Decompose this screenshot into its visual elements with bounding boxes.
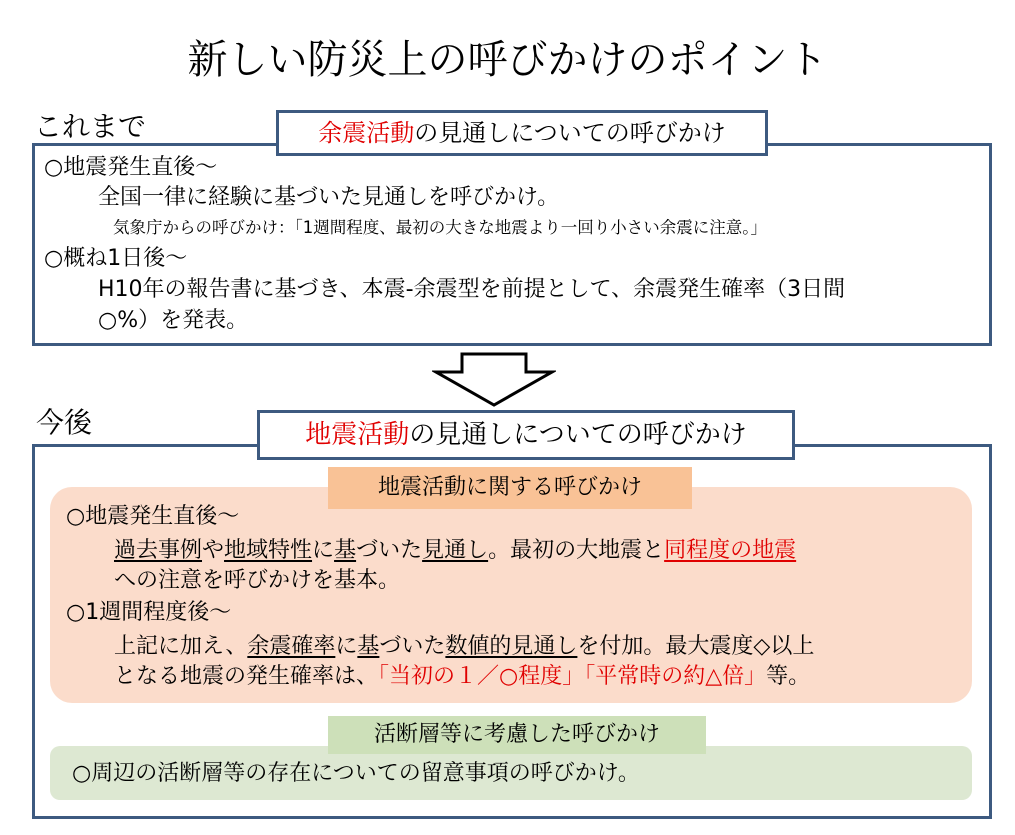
activity-item2-heading: ○1週間程度後～: [66, 600, 232, 625]
underline-text: 数値的見通し: [445, 634, 578, 659]
faults-label: 活断層等に考慮した呼びかけ: [328, 716, 706, 754]
text-span: や: [202, 538, 225, 563]
underline-text: 見通し: [422, 538, 489, 563]
text-span: に: [312, 538, 335, 563]
text-span: に: [335, 634, 358, 659]
highlight-text: 同程度の地震: [664, 538, 797, 563]
text-span: づいた: [356, 538, 423, 563]
underline-text: 余震確率: [247, 634, 336, 659]
before-item2-text-line1: H10年の報告書に基づき、本震-余震型を前提として、余震発生確率（3日間: [98, 277, 846, 302]
text-span: を付加。最大震度◇以上: [577, 634, 815, 659]
text-span: づいた: [379, 634, 446, 659]
underline-text: 基: [357, 634, 380, 659]
text-span: 上記に加え、: [114, 634, 248, 659]
before-item2-heading: ○概ね1日後～: [44, 246, 188, 271]
text-span: となる地震の発生確率は、: [114, 664, 379, 689]
activity-item2-line2: [114, 662, 810, 692]
before-box-title: [276, 110, 768, 156]
after-box-title: [257, 410, 795, 460]
activity-item1-line1: [114, 536, 796, 566]
section-label-before: これまで: [34, 110, 147, 143]
before-item2-text-line2: ○%）を発表。: [98, 308, 249, 333]
activity-label: 地震活動に関する呼びかけ: [328, 467, 692, 509]
highlight-text: 「当初の１／○程度」「平常時の約△倍」: [378, 664, 767, 689]
after-box-title-red: 地震活動: [305, 420, 410, 450]
before-item1-note: 気象庁からの呼びかけ：「1週間程度、最初の大きな地震より一回り小さい余震に注意。」: [113, 218, 767, 237]
text-span: 。最初の大地震と: [488, 538, 665, 563]
before-item1-heading: ○地震発生直後～: [44, 155, 218, 180]
text-span: 等。: [766, 664, 811, 689]
before-box-title-rest: の見通しについての呼びかけ: [414, 119, 726, 147]
before-box-title-red: 余震活動: [318, 119, 415, 147]
underline-text: 基: [334, 538, 357, 563]
underline-text: 過去事例: [114, 538, 203, 563]
underline-text: 地域特性: [224, 538, 313, 563]
after-box-title-rest: の見通しについての呼びかけ: [409, 420, 747, 450]
section-label-after: 今後: [36, 406, 93, 439]
faults-text: ○周辺の活断層等の存在についての留意事項の呼びかけ。: [72, 761, 640, 786]
activity-item1-line2: への注意を呼びかけを基本。: [114, 568, 401, 593]
before-item1-text: 全国一律に経験に基づいた見通しを呼びかけ。: [98, 185, 560, 210]
activity-item1-heading: ○地震発生直後～: [66, 504, 240, 529]
down-arrow-icon: [432, 352, 556, 408]
page-title: 新しい防災上の呼びかけのポイント: [187, 37, 828, 83]
activity-item2-line1: [114, 632, 814, 662]
